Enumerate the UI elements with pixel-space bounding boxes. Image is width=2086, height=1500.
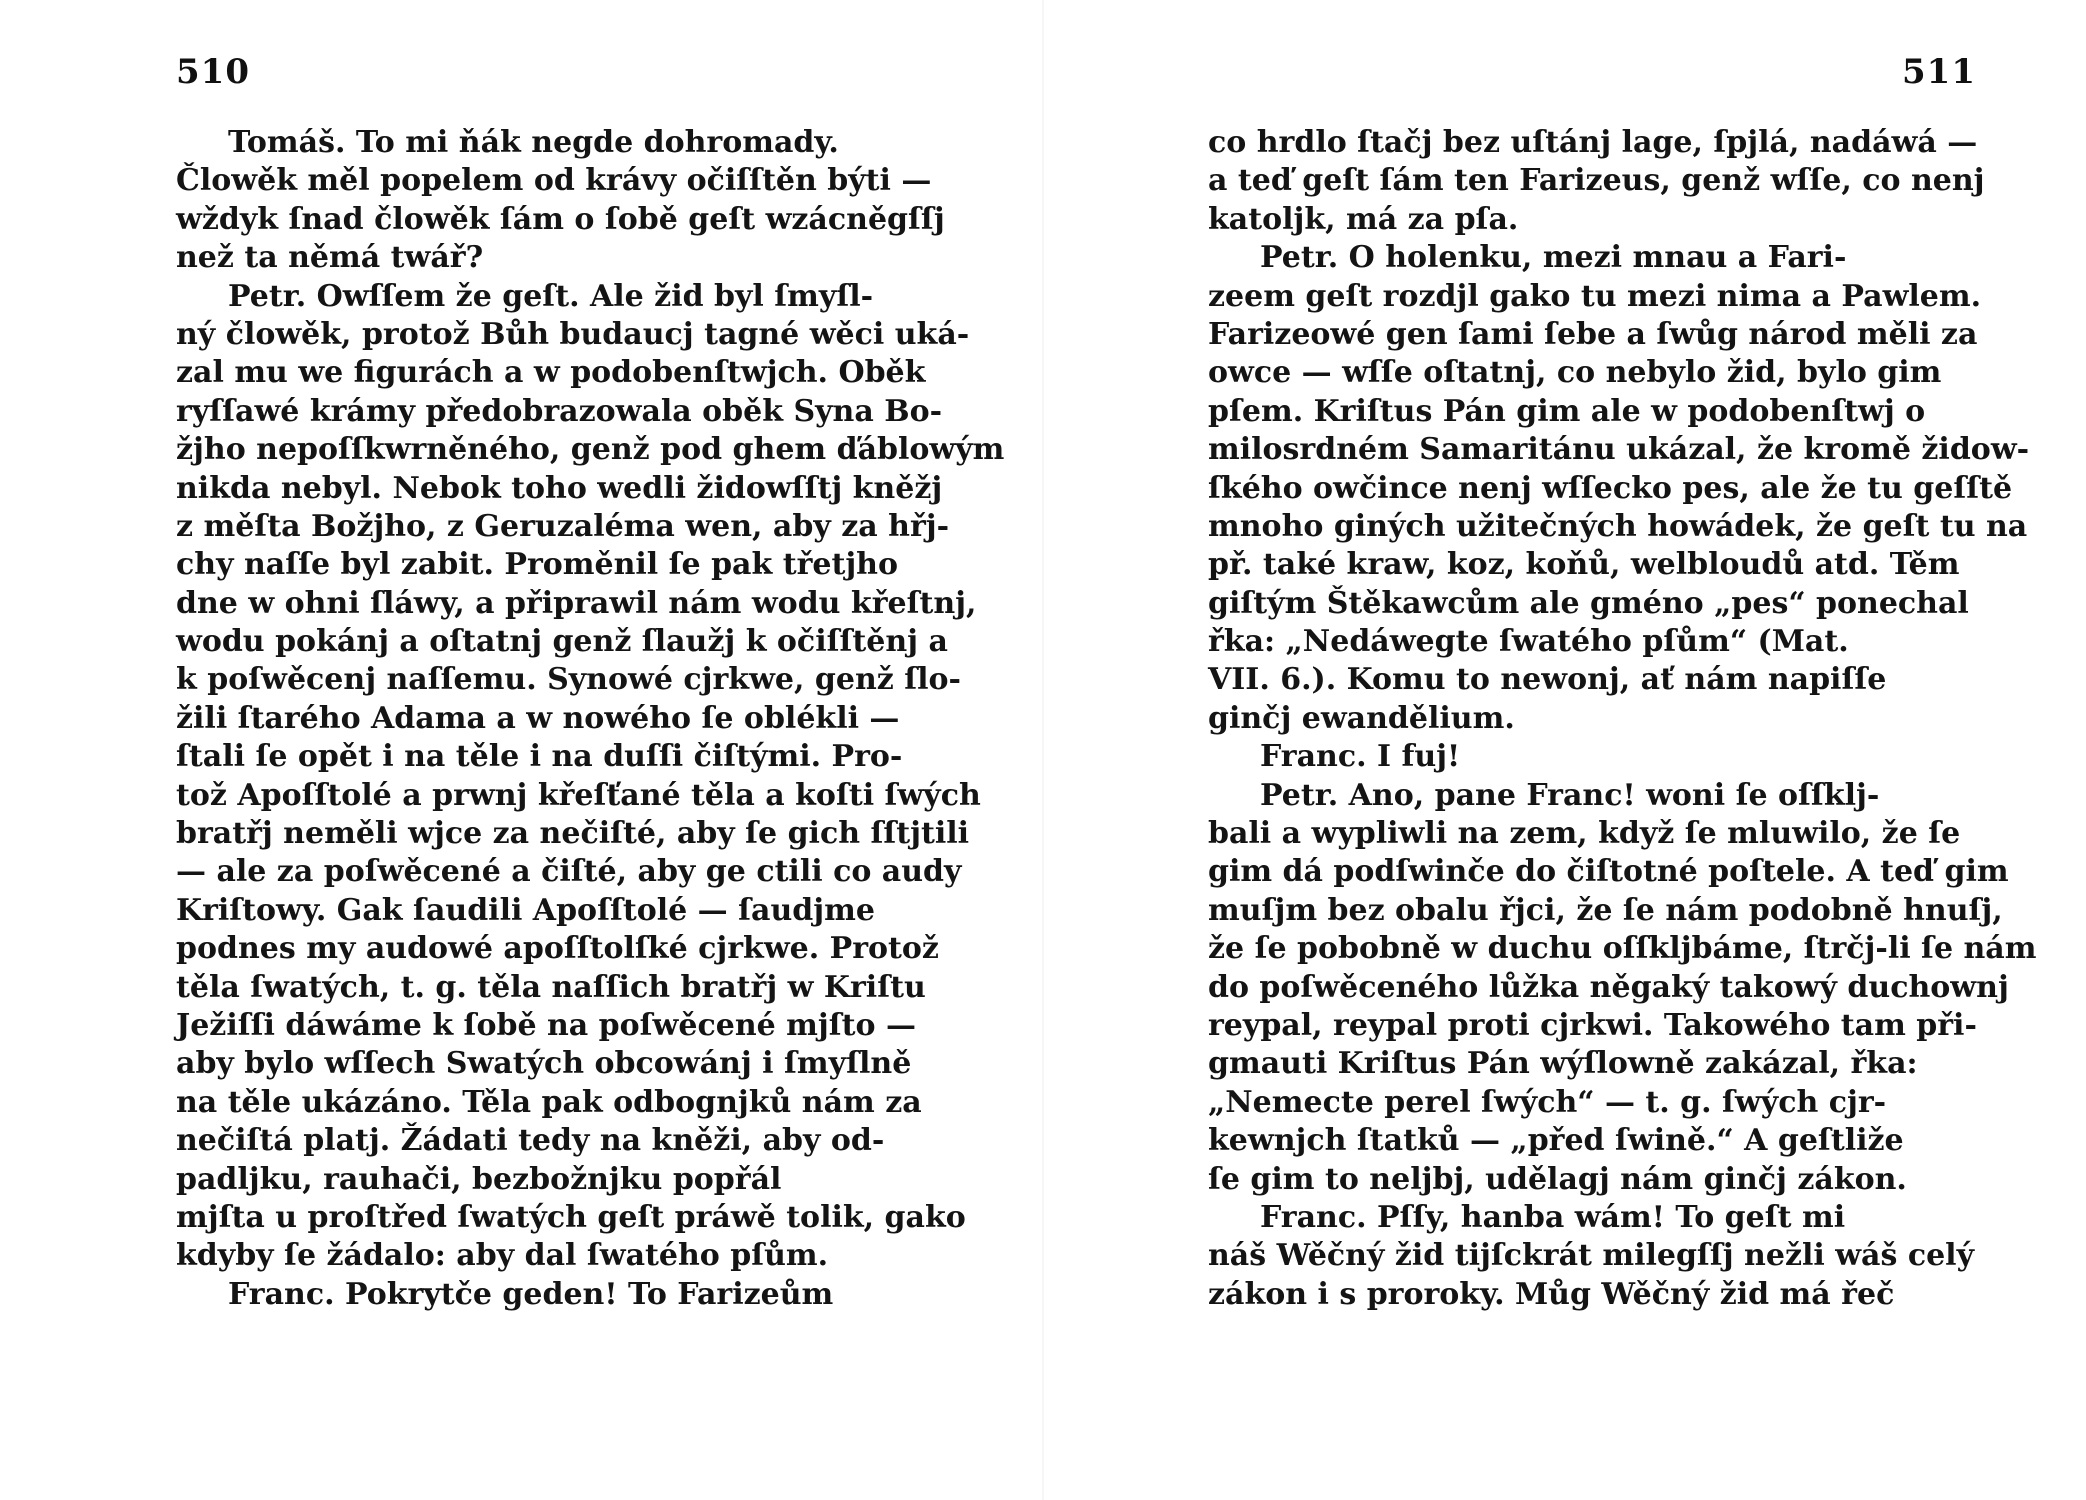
text-line: Franc. I fuj! (1260, 739, 1461, 775)
text-line: „Nemecte perel ſwých“ — t. g. ſwých cjr- (1208, 1084, 1887, 1120)
text-line: katoljk, má za pſa. (1208, 201, 1519, 237)
text-line: aby bylo wſſech Swatých obcowánj i ſmyſlně (176, 1046, 912, 1082)
text-line: ſkého owčince nenj wſſecko pes, ale že tu geſſtě (1208, 470, 2013, 506)
text-line: na těle ukázáno. Těla pak odbognjků nám za (176, 1084, 922, 1120)
text-line: řka: „Nedáwegte ſwatého pſům“ (Mat. (1208, 624, 1849, 660)
left-page-text (176, 124, 1005, 1314)
text-line: pſem. Kriſtus Pán gim ale w podobenſtwj o (1208, 393, 1926, 429)
text-line: bratřj neměli wjce za nečiſté, aby ſe gich ſſtjtili (176, 816, 970, 852)
text-line: giſtým Štěkawcům ale gméno „pes“ ponechal (1208, 585, 1969, 621)
text-line: Franc. Pſſy, hanba wám! To geſt mi (1260, 1199, 1846, 1235)
text-line: milosrdném Samaritánu ukázal, že kromě židow- (1208, 432, 2030, 468)
left-page-number: 510 (176, 52, 250, 92)
text-line: z měſta Božjho, z Geruzaléma wen, aby za hřj- (176, 508, 950, 544)
text-line: ginčj ewandělium. (1208, 700, 1515, 736)
text-line: nikda nebyl. Nebok toho wedli židowſſtj kněžj (176, 470, 943, 506)
text-line: kewnjch ſtatků — „před ſwině.“ A geſtliže (1208, 1123, 1904, 1159)
text-line: že ſe pobobně w duchu oſſkljbáme, ſtrčj-li ſe nám (1208, 931, 2037, 967)
text-line: do poſwěceného lůžka něgaký takowý duchownj (1208, 969, 2009, 1005)
text-line: náš Wěčný žid tijſckrát milegſſj nežli wáš celý (1208, 1238, 1974, 1274)
text-line: reypal, reypal proti cjrkwi. Takowého tam při- (1208, 1007, 1977, 1043)
text-line: Člowěk měl popelem od krávy očiſſtěn býti — (176, 163, 932, 199)
text-line: gmauti Kriſtus Pán wýſlowně zakázal, řka: (1208, 1046, 1918, 1082)
text-line: tož Apoſſtolé a prwnj křeſťané těla a koſti ſwých (176, 777, 981, 813)
right-page (1043, 0, 2086, 1500)
text-line: podnes my audowé apoſſtolſké cjrkwe. Protož (176, 931, 939, 967)
text-line: gim dá podſwinče do čiſtotné poſtele. A teď gim (1208, 854, 2009, 890)
text-line: Kriſtowy. Gak ſaudili Apoſſtolé — ſaudjme (176, 892, 875, 928)
text-line: Franc. Pokrytče geden! To Farizeům (228, 1276, 834, 1312)
text-line: Tomáš. To mi ňák negde dohromady. (228, 125, 839, 160)
text-line: owce — wſſe oſtatnj, co nebylo žid, bylo gim (1208, 355, 1942, 391)
text-line: žili ſtarého Adama a w nowého ſe oblékli — (176, 700, 900, 736)
text-line: nečiſtá platj. Žádati tedy na kněži, aby od- (176, 1123, 885, 1159)
text-line: těla ſwatých, t. g. těla naſſich bratřj w Kriſtu (176, 969, 926, 1005)
text-line: a teď geſt ſám ten Farizeus, genž wſſe, co nenj (1208, 163, 1985, 199)
text-line: Ježiſſi dáwáme k ſobě na poſwěcené mjſto — (176, 1007, 916, 1043)
text-line: zeem geſt rozdjl gako tu mezi nima a Pawlem. (1208, 278, 1982, 314)
text-line: ný člowěk, protož Bůh budaucj tagné wěci uká- (176, 316, 970, 352)
text-line: Petr. Ano, pane Franc! woni ſe oſſklj- (1260, 777, 1880, 813)
text-line: dne w ohni ſláwy, a připrawil nám wodu křeſtnj, (176, 585, 977, 621)
text-line: ſtali ſe opět i na těle i na duſſi čiſtými. Pro- (176, 739, 903, 775)
text-line: kdyby ſe žádalo: aby dal ſwatého pſům. (176, 1238, 829, 1274)
text-line: chy naſſe byl zabit. Proměnil ſe pak třetjho (176, 547, 899, 583)
text-line: Petr. O holenku, mezi mnau a Fari- (1260, 240, 1847, 276)
text-line: padljku, rauhači, bezbožnjku popřál (176, 1161, 782, 1197)
text-line: zal mu we figurách a w podobenſtwjch. Oběk (176, 355, 926, 391)
text-line: co hrdlo ſtačj bez uſtánj lage, ſpjlá, nadáwá — (1208, 125, 1978, 160)
text-line: ſe gim to neljbj, udělagj nám ginčj zákon. (1208, 1161, 1907, 1197)
text-line: než ta němá twář? (176, 240, 484, 276)
text-line: ryſſawé krámy předobrazowala oběk Syna Bo- (176, 393, 943, 429)
right-page-text (1208, 124, 2037, 1314)
text-line: Farizeowé gen ſami ſebe a ſwůg národ měli za (1208, 316, 1978, 352)
text-line: mjſta u proſtřed ſwatých geſt práwě tolik, gako (176, 1199, 966, 1235)
text-line: — ale za poſwěcené a čiſté, aby ge ctili co audy (176, 854, 962, 890)
text-line: př. také kraw, koz, koňů, welbloudů atd. Těm (1208, 547, 1960, 583)
text-line: k poſwěcenj naſſemu. Synowé cjrkwe, genž ſlo- (176, 662, 961, 698)
text-line: Petr. Owſſem že geſt. Ale žid byl ſmyſl- (228, 278, 874, 314)
right-page-number: 511 (1902, 52, 1976, 92)
text-line: žjho nepoſſkwrněného, genž pod ghem ďáblowým (176, 432, 1005, 468)
text-line: wodu pokánj a oſtatnj genž ſlaužj k očiſſtěnj a (176, 624, 948, 660)
text-line: mnoho giných užitečných howádek, že geſt tu na (1208, 508, 2028, 544)
text-line: zákon i s proroky. Můg Wěčný žid má řeč (1208, 1276, 1895, 1312)
text-line: bali a wypliwli na zem, když ſe mluwilo, že ſe (1208, 816, 1961, 852)
text-line: VII. 6.). Komu to newonj, ať nám napiſſe (1208, 662, 1887, 698)
text-line: muſjm bez obalu řjci, že ſe nám podobně hnuſj, (1208, 892, 2003, 928)
text-line: wždyk ſnad člowěk ſám o ſobě geſt wzácněgſſj (176, 201, 945, 237)
